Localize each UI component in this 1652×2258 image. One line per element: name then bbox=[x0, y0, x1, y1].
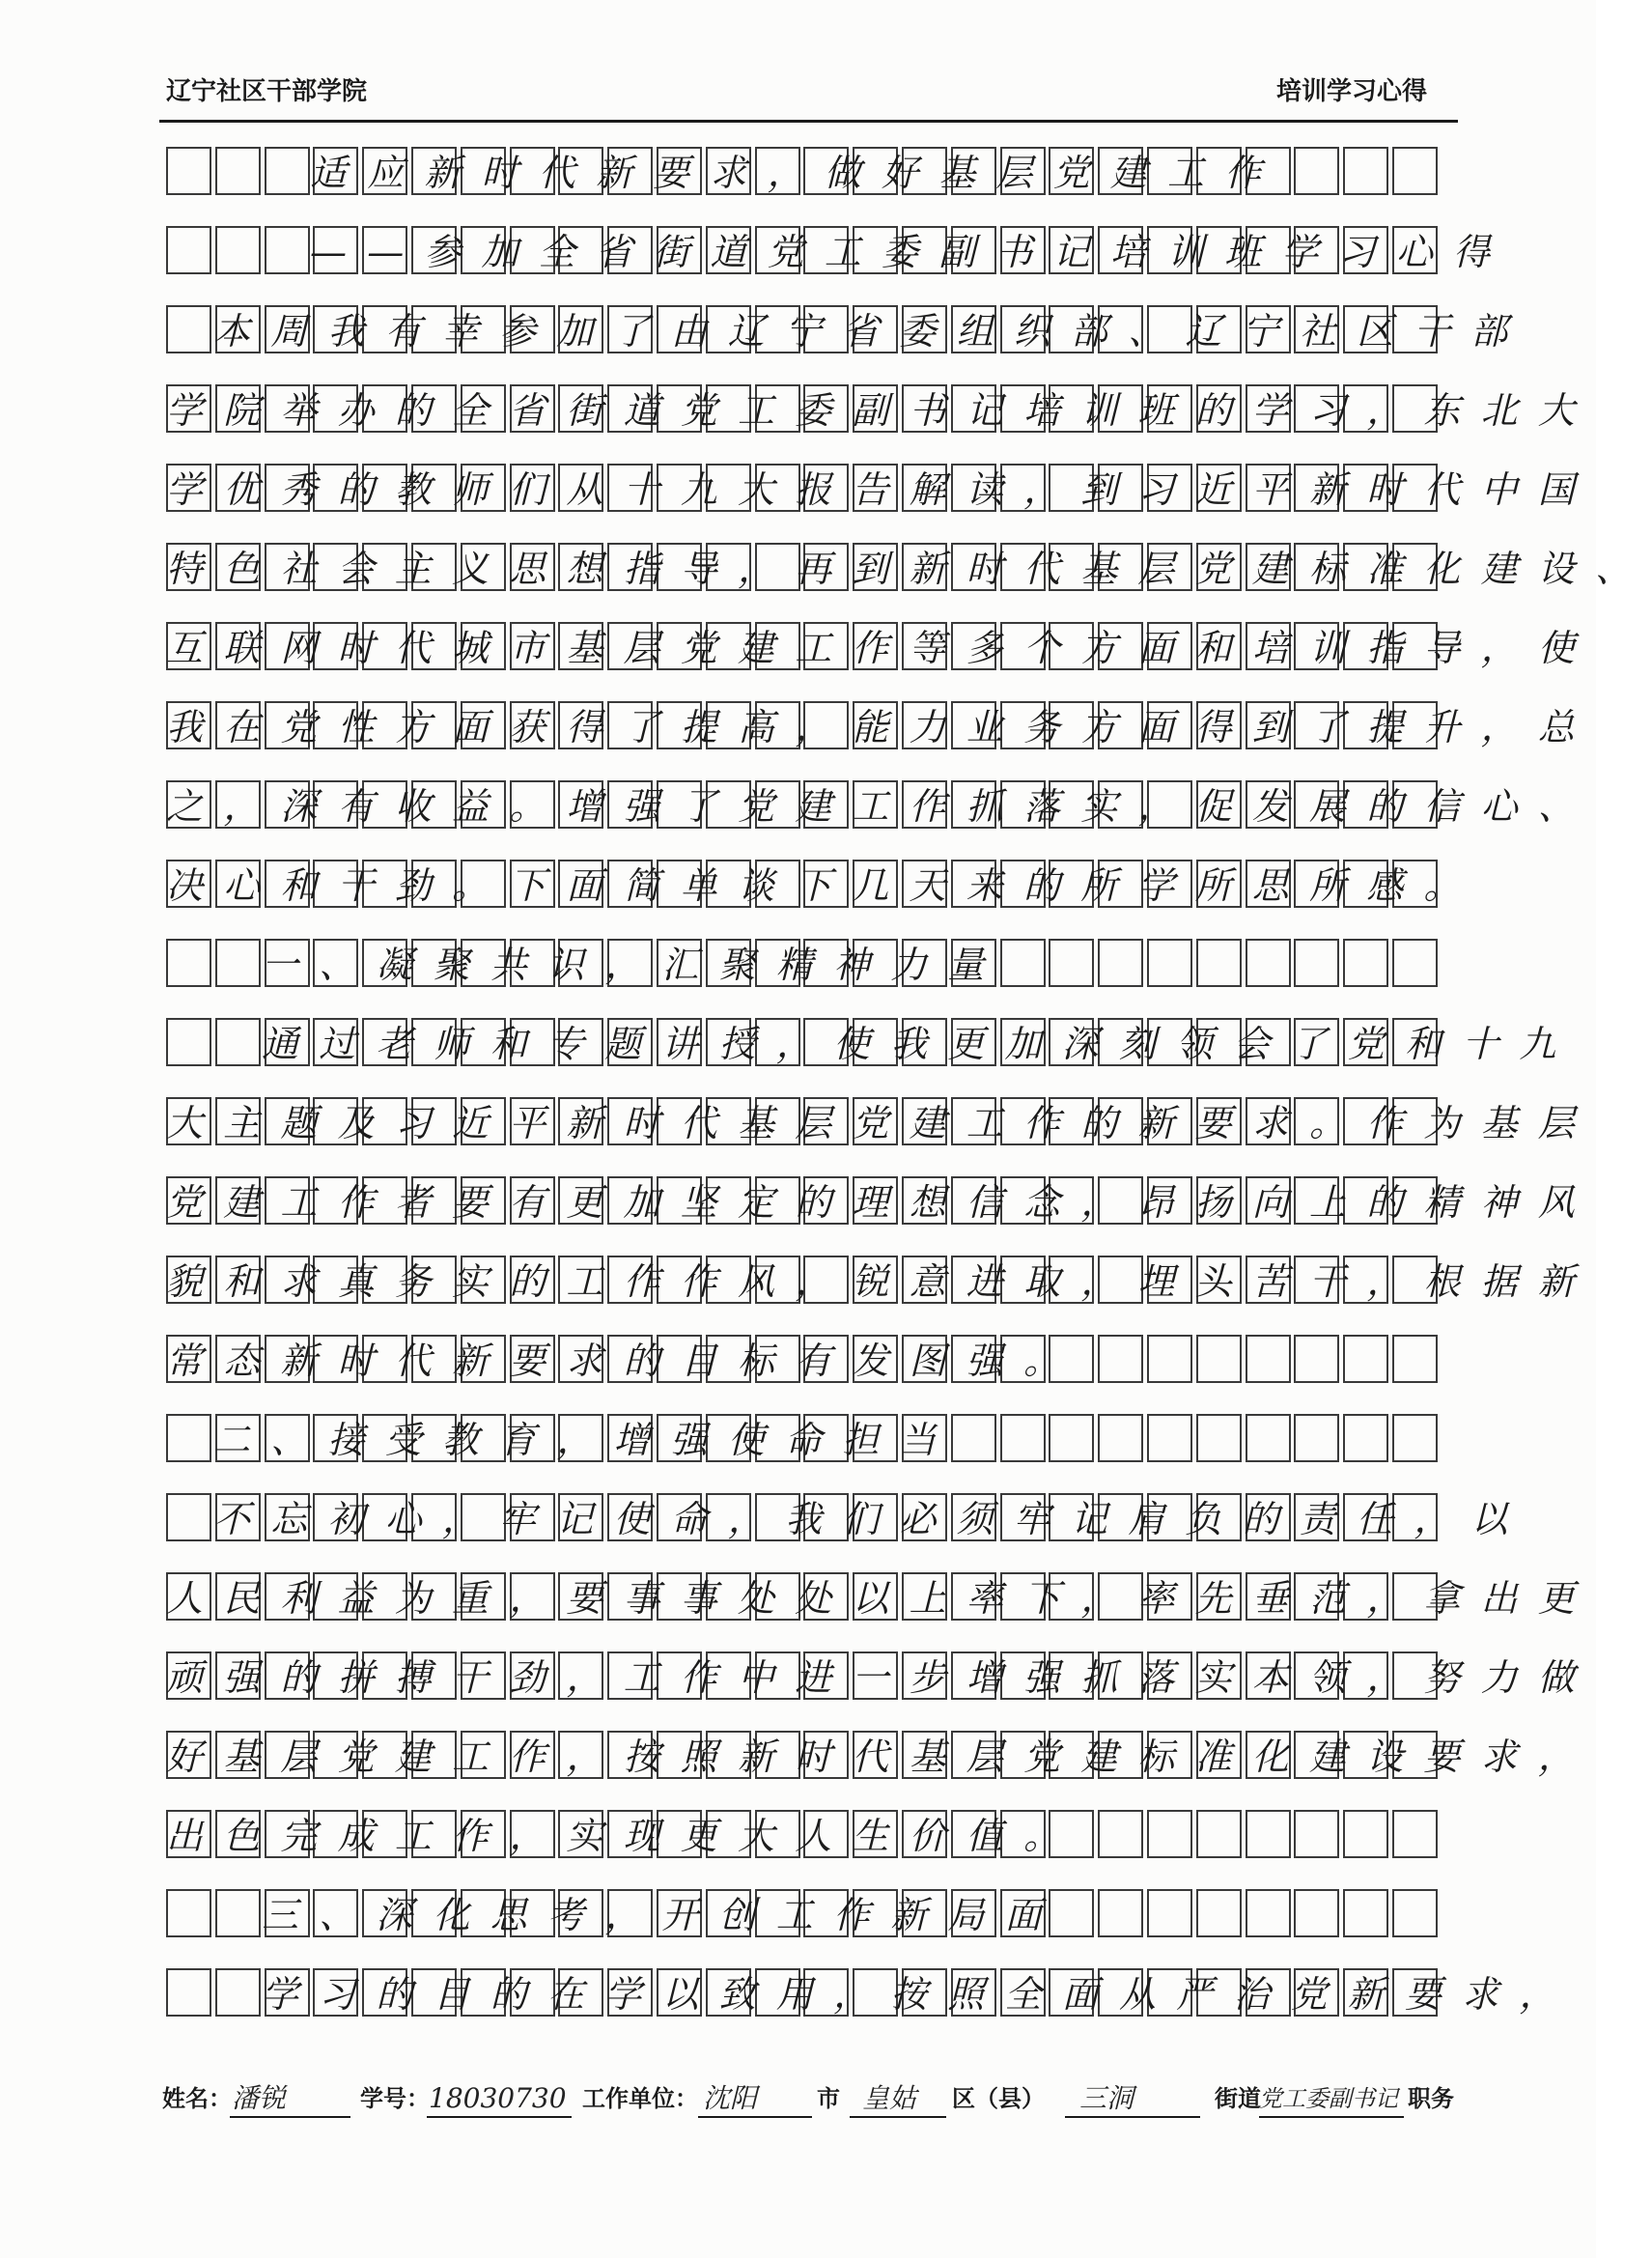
essay-line-text: ——参加全省街道党工委副书记培训班学习心得 bbox=[310, 231, 1511, 273]
essay-line-row bbox=[166, 1810, 1442, 1889]
manuscript-grid bbox=[166, 147, 1652, 2047]
essay-line-row bbox=[166, 1731, 1596, 1810]
essay-line-row bbox=[166, 384, 1596, 464]
student-id-underline bbox=[427, 2116, 572, 2118]
essay-line-text: 人民利益为重，要事事处处以上率下，率先垂范，拿出更 bbox=[166, 1577, 1596, 1620]
essay-line-text: 好基层党建工作，按照新时代基层党建标准化建设要求， bbox=[166, 1736, 1596, 1778]
essay-line-row bbox=[166, 860, 1481, 939]
essay-line-text: 三、深化思考，开创工作新局面 bbox=[262, 1894, 1062, 1936]
essay-line-row bbox=[166, 1414, 1442, 1493]
position-underline bbox=[1259, 2116, 1404, 2118]
essay-line-text: 之，深有收益。增强了党建工作抓落实，促发展的信心、 bbox=[166, 785, 1596, 828]
essay-line-row bbox=[166, 622, 1596, 701]
essay-line-row bbox=[166, 1493, 1528, 1572]
essay-line-row bbox=[166, 147, 1442, 226]
essay-line-row bbox=[166, 780, 1596, 860]
essay-line-text: 特色社会主义思想指导，再到新时代基层党建标准化建设、 bbox=[166, 548, 1652, 590]
position-label: 职务 bbox=[1408, 2085, 1454, 2112]
essay-line-text: 决心和干劲。下面简单谈下几天来的所学所思所感。 bbox=[166, 864, 1481, 907]
essay-line-text: 大主题及习近平新时代基层党建工作的新要求。作为基层 bbox=[166, 1102, 1596, 1144]
essay-line-text: 一、凝聚共识，汇聚精神力量 bbox=[262, 944, 1005, 986]
street-underline bbox=[1065, 2116, 1200, 2118]
essay-line-row bbox=[166, 226, 1511, 305]
street-label: 街道 bbox=[1215, 2085, 1261, 2112]
essay-line-row bbox=[166, 701, 1596, 780]
essay-line-text: 本周我有幸参加了由辽宁省委组织部、辽宁社区干部 bbox=[213, 310, 1528, 353]
school-name-header: 辽宁社区干部学院 bbox=[166, 77, 368, 106]
city-underline bbox=[698, 2116, 812, 2118]
essay-line-text: 顽强的拼搏干劲，工作中进一步增强抓落实本领，努力做 bbox=[166, 1656, 1596, 1699]
essay-line-text: 互联网时代城市基层党建工作等多个方面和培训指导，使 bbox=[166, 627, 1596, 669]
header-divider bbox=[159, 120, 1458, 123]
essay-line-text: 学习的目的在学以致用，按照全面从严治党新要求， bbox=[262, 1973, 1577, 2016]
essay-line-row bbox=[166, 1335, 1442, 1414]
essay-line-text: 不忘初心，牢记使命，我们必须牢记肩负的责任，以 bbox=[213, 1498, 1528, 1540]
essay-line-row bbox=[166, 1572, 1596, 1651]
essay-line-text: 党建工作者要有更加坚定的理想信念，昂扬向上的精神风 bbox=[166, 1181, 1596, 1224]
student-id-value: 18030730 bbox=[429, 2082, 567, 2114]
essay-line-text: 出色完成工作，实现更大人生价值。 bbox=[166, 1815, 1081, 1857]
name-value: 潘锐 bbox=[232, 2082, 287, 2114]
essay-line-row bbox=[166, 1968, 1577, 2047]
essay-line-text: 貌和求真务实的工作作风，锐意进取，埋头苦干，根据新 bbox=[166, 1260, 1596, 1303]
student-info-footer bbox=[162, 2081, 1456, 2120]
student-id-label: 学号： bbox=[360, 2085, 430, 2112]
essay-line-row bbox=[166, 1889, 1442, 1968]
name-underline bbox=[230, 2116, 350, 2118]
essay-line-text: 通过老师和专题讲授，使我更加深刻领会了党和十九 bbox=[262, 1023, 1577, 1065]
city-value: 沈阳 bbox=[703, 2082, 758, 2114]
essay-line-row bbox=[166, 464, 1596, 543]
essay-line-text: 适应新时代新要求，做好基层党建工作 bbox=[310, 152, 1282, 194]
essay-line-row bbox=[166, 543, 1652, 622]
essay-line-row bbox=[166, 305, 1528, 384]
essay-line-text: 二、接受教育，增强使命担当 bbox=[213, 1419, 957, 1461]
essay-line-text: 学优秀的教师们从十九大报告解读，到习近平新时代中国 bbox=[166, 468, 1596, 511]
position-value: 党工委副书记 bbox=[1259, 2085, 1398, 2112]
essay-line-text: 学院举办的全省街道党工委副书记培训班的学习，东北大 bbox=[166, 389, 1596, 432]
work-unit-label: 工作单位： bbox=[582, 2085, 698, 2112]
essay-line-row bbox=[166, 1097, 1596, 1176]
district-value: 皇姑 bbox=[862, 2082, 917, 2114]
essay-line-row bbox=[166, 1018, 1577, 1097]
district-label: 区（县） bbox=[952, 2085, 1045, 2112]
name-label: 姓名： bbox=[162, 2085, 232, 2112]
essay-line-text: 常态新时代新要求的目标有发图强。 bbox=[166, 1340, 1081, 1382]
city-label: 市 bbox=[817, 2085, 840, 2112]
essay-line-row bbox=[166, 1176, 1596, 1256]
essay-line-text: 我在党性方面获得了提高，能力业务方面得到了提升，总 bbox=[166, 706, 1596, 748]
district-underline bbox=[850, 2116, 946, 2118]
street-value: 三洞 bbox=[1079, 2082, 1134, 2114]
essay-line-row bbox=[166, 1651, 1596, 1731]
essay-line-row bbox=[166, 1256, 1596, 1335]
document-type-header: 培训学习心得 bbox=[1276, 77, 1428, 106]
essay-line-row bbox=[166, 939, 1442, 1018]
